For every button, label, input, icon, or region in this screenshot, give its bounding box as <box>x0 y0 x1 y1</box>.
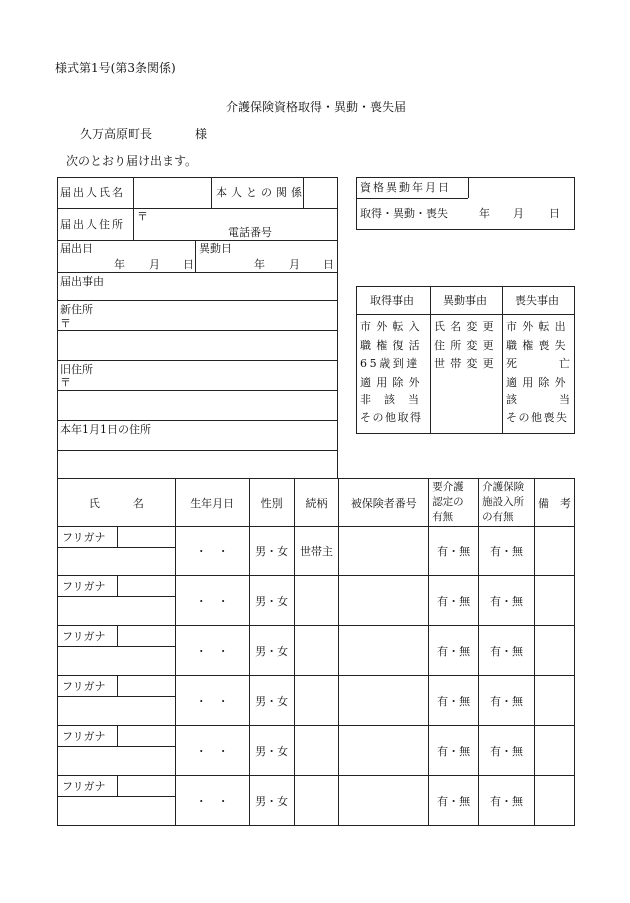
furigana-label: フリガナ <box>58 576 118 597</box>
remarks-field[interactable] <box>534 576 574 626</box>
filing-month: 月 <box>149 258 160 271</box>
care-field[interactable]: 有・無 <box>429 726 479 776</box>
care-field[interactable]: 有・無 <box>429 527 479 576</box>
relation-cell[interactable] <box>294 776 339 826</box>
relation-label: 本人との関係 <box>216 186 306 199</box>
furigana-label: フリガナ <box>58 776 118 797</box>
furigana-label: フリガナ <box>58 527 118 548</box>
page-title: 介護保険資格取得・異動・喪失届 <box>226 100 407 114</box>
status-month: 月 <box>513 207 524 220</box>
birth-field[interactable]: ・ ・ <box>175 527 249 576</box>
furigana-field[interactable] <box>117 626 175 647</box>
reason-loss-item[interactable]: その他喪失 <box>506 411 569 424</box>
reason-acquire-item[interactable]: 非該当 <box>360 393 432 406</box>
header-birth: 生年月日 <box>175 479 249 527</box>
furigana-field[interactable] <box>117 576 175 597</box>
table-row <box>58 626 575 647</box>
name-field[interactable] <box>58 597 176 626</box>
insured-number-field[interactable] <box>339 676 429 726</box>
reason-header-acquire: 取得事由 <box>370 294 414 307</box>
furigana-label: フリガナ <box>58 726 118 747</box>
reason-loss-item[interactable]: 職権喪失 <box>506 339 571 352</box>
table-row <box>58 676 575 697</box>
postal-mark: 〒 <box>137 210 148 223</box>
reason-acquire-item[interactable]: 65歳到達 <box>360 357 420 370</box>
furigana-field[interactable] <box>117 726 175 747</box>
reason-acquire-item[interactable]: 市外転入 <box>360 320 425 333</box>
remarks-field[interactable] <box>534 776 574 826</box>
insured-number-field[interactable] <box>339 527 429 576</box>
applicant-address-label: 届出人住所 <box>60 218 125 231</box>
phone-label: 電話番号 <box>228 226 272 239</box>
change-year: 年 <box>254 258 265 271</box>
furigana-label: フリガナ <box>58 626 118 647</box>
birth-field[interactable]: ・ ・ <box>175 726 249 776</box>
relation-field[interactable] <box>304 178 337 207</box>
birth-field[interactable]: ・ ・ <box>175 576 249 626</box>
reason-acquire-item[interactable]: 適用除外 <box>360 376 425 389</box>
member-table <box>57 478 575 826</box>
reason-acquire-item[interactable]: その他取得 <box>360 411 423 424</box>
relation-cell[interactable] <box>294 676 339 726</box>
applicant-name-label: 届出人氏名 <box>60 186 125 199</box>
birth-field[interactable]: ・ ・ <box>175 676 249 726</box>
reason-label: 届出事由 <box>60 275 104 288</box>
header-remarks: 備 考 <box>534 479 574 527</box>
furigana-field[interactable] <box>117 527 175 548</box>
insured-number-field[interactable] <box>339 576 429 626</box>
header-care-cert: 要介護 認定の 有無 <box>429 479 479 527</box>
header-insured-number: 被保険者番号 <box>339 479 429 527</box>
facility-field[interactable]: 有・無 <box>479 576 535 626</box>
facility-field[interactable]: 有・無 <box>479 527 535 576</box>
remarks-field[interactable] <box>534 676 574 726</box>
care-field[interactable]: 有・無 <box>429 776 479 826</box>
applicant-name-field[interactable] <box>134 178 210 207</box>
table-row <box>58 726 575 747</box>
addressee: 久万高原町長 <box>80 127 153 141</box>
filing-day: 日 <box>183 258 194 271</box>
name-field[interactable] <box>58 697 176 726</box>
reason-loss-item[interactable]: 該当 <box>506 393 612 406</box>
facility-field[interactable]: 有・無 <box>479 676 535 726</box>
change-date-box-label: 資格異動年月日 <box>360 181 451 194</box>
gender-field[interactable]: 男・女 <box>249 626 294 676</box>
relation-cell[interactable] <box>294 726 339 776</box>
new-address-label: 新住所 <box>60 303 93 316</box>
reason-header-loss: 喪失事由 <box>515 294 559 307</box>
insured-number-field[interactable] <box>339 626 429 676</box>
furigana-field[interactable] <box>117 776 175 797</box>
gender-field[interactable]: 男・女 <box>249 726 294 776</box>
birth-field[interactable]: ・ ・ <box>175 776 249 826</box>
status-day: 日 <box>549 207 560 220</box>
change-day: 日 <box>323 258 334 271</box>
reason-header-change: 異動事由 <box>443 294 487 307</box>
reason-loss-item[interactable]: 死亡 <box>506 357 612 370</box>
reason-change-item[interactable]: 住所変更 <box>434 339 499 352</box>
birth-field[interactable]: ・ ・ <box>175 626 249 676</box>
remarks-field[interactable] <box>534 527 574 576</box>
facility-field[interactable]: 有・無 <box>479 626 535 676</box>
relation-cell[interactable]: 世帯主 <box>294 527 339 576</box>
gender-field[interactable]: 男・女 <box>249 527 294 576</box>
insured-number-field[interactable] <box>339 726 429 776</box>
filing-date-label: 届出日 <box>60 242 93 255</box>
change-month: 月 <box>289 258 300 271</box>
jan1-address-label: 本年1月1日の住所 <box>60 423 151 436</box>
reason-change-item[interactable]: 氏名変更 <box>434 320 499 333</box>
gender-field[interactable]: 男・女 <box>249 576 294 626</box>
old-address-label: 旧住所 <box>60 363 93 376</box>
filing-year: 年 <box>114 258 125 271</box>
name-field[interactable] <box>58 548 176 576</box>
table-row <box>58 527 575 548</box>
insured-number-field[interactable] <box>339 776 429 826</box>
furigana-field[interactable] <box>117 676 175 697</box>
table-row <box>58 576 575 597</box>
facility-field[interactable]: 有・無 <box>479 776 535 826</box>
new-postal-mark: 〒 <box>60 317 71 330</box>
name-field[interactable] <box>58 647 176 676</box>
reason-acquire-item[interactable]: 職権復活 <box>360 339 425 352</box>
reason-loss-item[interactable]: 適用除外 <box>506 376 571 389</box>
form-number: 様式第1号(第3条関係) <box>55 61 176 75</box>
old-postal-mark: 〒 <box>60 376 71 389</box>
care-field[interactable]: 有・無 <box>429 676 479 726</box>
care-field[interactable]: 有・無 <box>429 576 479 626</box>
status-line: 取得・異動・喪失 <box>360 207 448 220</box>
header-gender: 性別 <box>249 479 294 527</box>
remarks-field[interactable] <box>534 726 574 776</box>
header-facility: 介護保険 施設入所 の有無 <box>479 479 535 527</box>
furigana-label: フリガナ <box>58 676 118 697</box>
change-date-label: 異動日 <box>199 242 232 255</box>
status-year: 年 <box>479 207 490 220</box>
care-field[interactable]: 有・無 <box>429 626 479 676</box>
header-relation: 続柄 <box>294 479 339 527</box>
remarks-field[interactable] <box>534 626 574 676</box>
facility-field[interactable]: 有・無 <box>479 726 535 776</box>
header-name: 氏 名 <box>58 479 176 527</box>
name-field[interactable] <box>58 747 176 776</box>
reason-change-item[interactable]: 世帯変更 <box>434 357 499 370</box>
gender-field[interactable]: 男・女 <box>249 776 294 826</box>
gender-field[interactable]: 男・女 <box>249 676 294 726</box>
intro-text: 次のとおり届け出ます。 <box>66 154 198 168</box>
name-field[interactable] <box>58 797 176 826</box>
relation-cell[interactable] <box>294 576 339 626</box>
reason-loss-item[interactable]: 市外転出 <box>506 320 571 333</box>
table-header-row <box>58 479 575 527</box>
table-row <box>58 776 575 797</box>
honorific: 様 <box>195 127 208 141</box>
relation-cell[interactable] <box>294 626 339 676</box>
